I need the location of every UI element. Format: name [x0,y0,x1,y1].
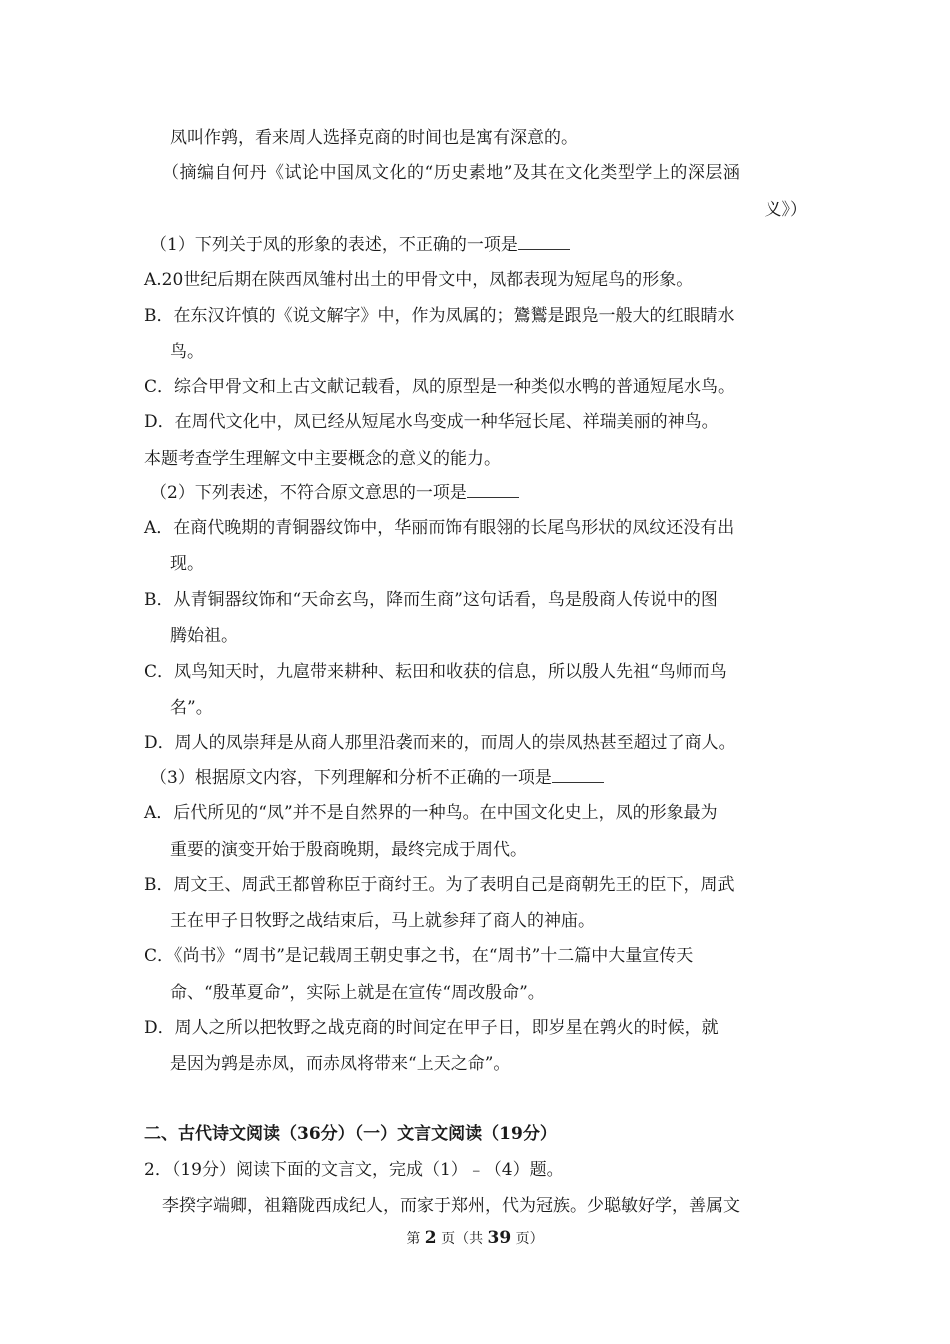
current-page-number: 2 [424,1228,437,1248]
question-2: （2）下列表述，不符合原文意思的一项是 [0,481,950,505]
question-2-intro: 2．（19分）阅读下面的文言文，完成（1）﹣（4）题。 [144,1160,564,1180]
option-a: A.20世纪后期在陕西凤雏村出土的甲骨文中，凤都表现为短尾鸟的形象。 [144,270,694,290]
option-d: D．周人之所以把牧野之战克商的时间定在甲子日，即岁星在鹑火的时候，就 [144,1018,719,1038]
question-1: （1）下列关于凤的形象的表述，不正确的一项是 [0,233,950,257]
answer-blank [467,481,519,498]
option-c: C．综合甲骨文和上古文献记载看，凤的原型是一种类似水鸭的普通短尾水鸟。 [144,377,736,397]
option-b-cont: 鸟。 [170,342,204,362]
citation-end: 义》） [764,200,807,220]
option-b: B．在东汉许慎的《说文解字》中，作为凤属的；鷟鸑是跟凫一般大的红眼睛水 [144,306,735,326]
analysis-line: 本题考查学生理解文中主要概念的意义的能力。 [144,449,501,469]
option-d: D．在周代文化中，凤已经从短尾水鸟变成一种华冠长尾、祥瑞美丽的神鸟。 [144,412,719,432]
question-3: （3）根据原文内容，下列理解和分析不正确的一项是 [0,766,950,790]
total-page-number: 39 [487,1228,512,1248]
option-b: B．周文王、周武王都曾称臣于商纣王。为了表明自己是商朝先王的臣下，周武 [144,875,735,895]
page-footer: 第 2 页（共 39 页） [406,1228,544,1248]
option-b-cont: 腾始祖。 [170,626,238,646]
answer-blank [552,766,604,783]
option-c: C．凤鸟知天时，九扈带来耕种、耘田和收获的信息，所以殷人先祖“鸟师而鸟 [144,662,727,682]
classical-text: 李揆字端卿，祖籍陇西成纪人，而家于郑州，代为冠族。少聪敏好学，善属文 [162,1196,740,1216]
option-c: C．《尚书》“周书”是记载周王朝史事之书，在“周书”十二篇中大量宣传天 [144,946,694,966]
text-line: 凤叫作鹑，看来周人选择克商的时间也是寓有深意的。 [170,128,578,148]
answer-blank [518,233,570,250]
option-c-cont: 名”。 [170,698,213,718]
citation-line: （摘编自何丹《试论中国凤文化的“历史素地”及其在文化类型学上的深层涵 [162,163,741,183]
option-a: A．后代所见的“凤”并不是自然界的一种鸟。在中国文化史上，凤的形象最为 [144,803,718,823]
option-a-cont: 现。 [170,554,204,574]
option-b: B．从青铜器纹饰和“天命玄鸟，降而生商”这句话看，鸟是殷商人传说中的图 [144,590,718,610]
option-c-cont: 命、“殷革夏命”，实际上就是在宣传“周改殷命”。 [170,983,545,1003]
option-a: A．在商代晚期的青铜器纹饰中，华丽而饰有眼翎的长尾鸟形状的凤纹还没有出 [144,518,735,538]
option-d-cont: 是因为鹑是赤凤，而赤凤将带来“上天之命”。 [170,1054,511,1074]
option-d: D．周人的凤崇拜是从商人那里沿袭而来的，而周人的崇凤热甚至超过了商人。 [144,733,736,753]
option-b-cont: 王在甲子日牧野之战结束后，马上就参拜了商人的神庙。 [170,911,595,931]
section-heading: 二、古代诗文阅读（36分）（一）文言文阅读（19分） [144,1124,557,1144]
option-a-cont: 重要的演变开始于殷商晚期，最终完成于周代。 [170,840,527,860]
